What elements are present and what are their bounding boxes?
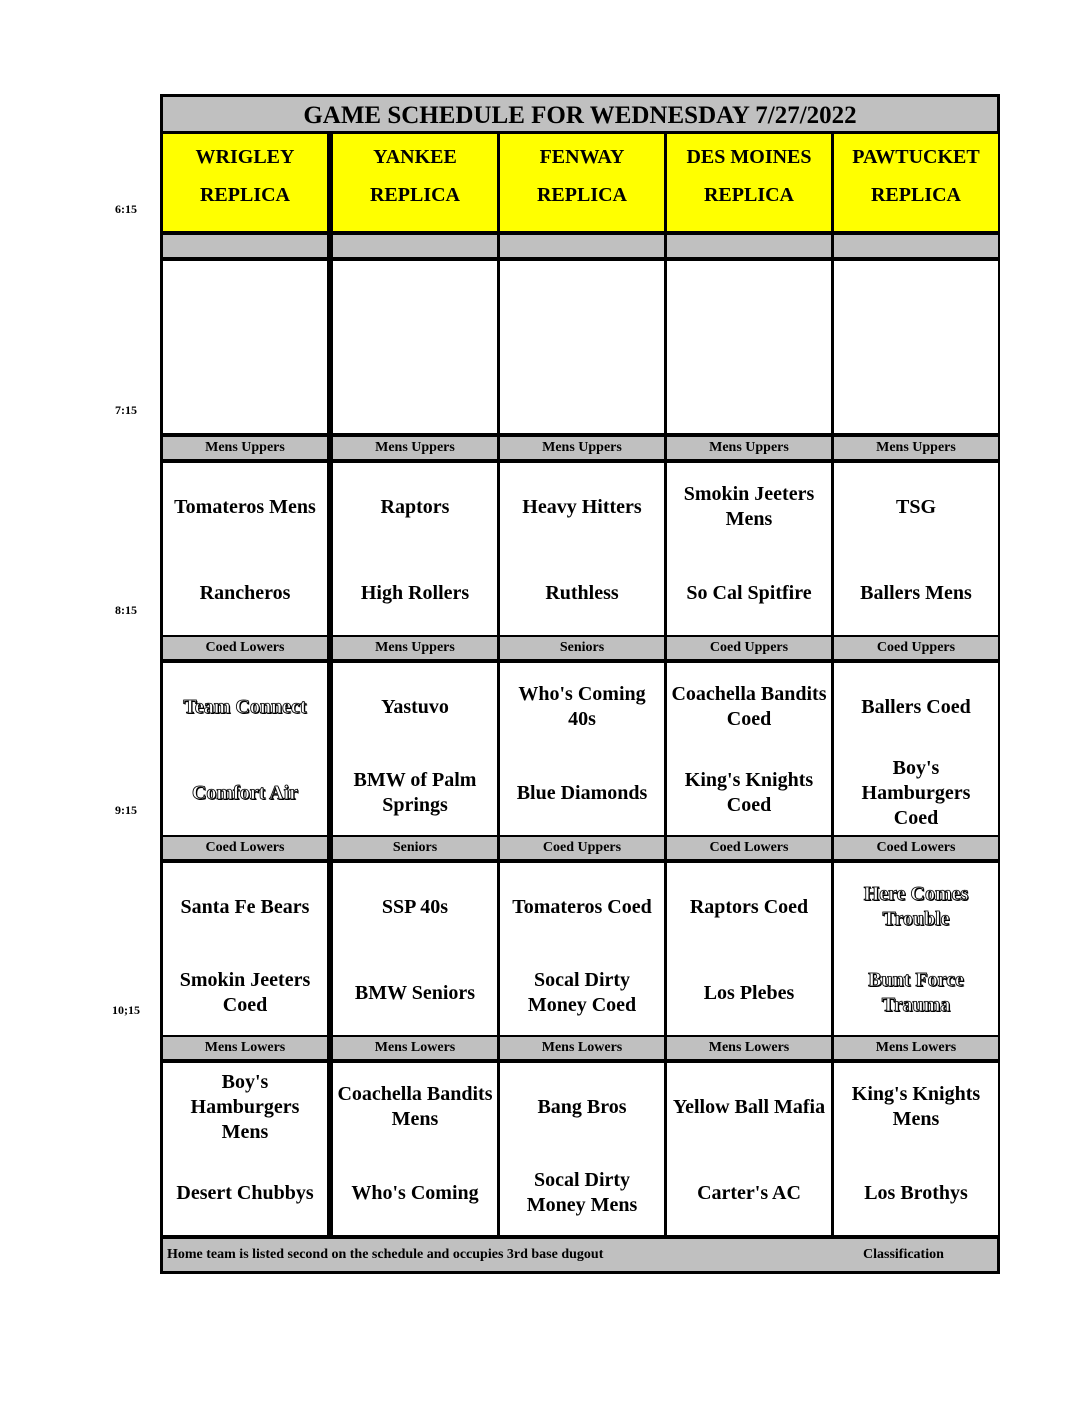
header-spacer [667,235,831,257]
visiting-team [333,261,497,349]
home-team [667,349,831,433]
game-cell [333,463,497,635]
home-team: BMW of Palm Springs [353,769,477,816]
classification-cell: Mens Lowers [667,1037,831,1059]
time-label: 6:15 [115,202,137,216]
field-subtitle: REPLICA [369,184,460,206]
field-subtitle: REPLICA [199,184,290,206]
classification-cell: Coed Lowers [163,637,327,659]
home-team: Boy's Hamburgers Coed [861,756,971,829]
game-cell [333,1063,497,1235]
visiting-team: King's Knights Mens [851,1083,981,1130]
game-cell [500,663,664,835]
header-spacer [333,235,497,257]
visiting-team: Yastuvo [381,695,449,718]
visiting-team [667,261,831,349]
game-cell [163,463,327,635]
game-cell [500,863,664,1035]
time-label: 9:15 [115,803,137,817]
classification-cell: Seniors [333,837,497,859]
field-name: PAWTUCKET [852,146,980,168]
field-header [667,134,831,231]
field-header [500,134,664,231]
visiting-team: Heavy Hitters [522,495,642,518]
visiting-team: Raptors Coed [689,895,809,918]
field-header [163,134,327,231]
home-team: So Cal Spitfire [686,581,812,604]
home-team: Socal Dirty Money Mens [526,1169,638,1216]
game-cell [500,261,664,433]
visiting-team: Tomateros Mens [174,495,316,518]
schedule-title: GAME SCHEDULE FOR WEDNESDAY 7/27/2022 [163,97,997,131]
game-cell [667,663,831,835]
time-label: 7:15 [115,403,137,417]
footer-note: Home team is listed second on the schedule and occupies 3rd base dugout [167,1247,604,1262]
game-cell [333,663,497,835]
visiting-team: TSG [895,495,937,518]
field-subtitle: REPLICA [703,184,794,206]
classification-cell: Mens Lowers [500,1037,664,1059]
home-team: King's Knights Coed [684,769,814,816]
home-team: Carter's AC [697,1181,801,1204]
game-cell [834,663,998,835]
header-spacer [834,235,998,257]
home-team: Blue Diamonds [516,781,648,804]
classification-cell: Seniors [500,637,664,659]
field-header [333,134,497,231]
home-team: Desert Chubbys [176,1181,314,1204]
classification-cell: Coed Lowers [667,837,831,859]
home-team: BMW Seniors [354,981,476,1004]
home-team: Comfort Air [191,781,299,804]
field-header [834,134,998,231]
home-team: Socal Dirty Money Coed [527,969,637,1016]
classification-cell: Coed Uppers [500,837,664,859]
game-cell [834,463,998,635]
home-team: Ruthless [545,581,619,604]
game-cell [163,863,327,1035]
home-team [834,349,998,433]
visiting-team: Tomateros Coed [512,895,652,918]
header-spacer [500,235,664,257]
visiting-team: Coachella Bandits Mens [337,1083,493,1130]
game-cell [333,863,497,1035]
classification-cell: Mens Uppers [163,437,327,459]
game-cell [667,261,831,433]
game-cell [500,463,664,635]
field-name: FENWAY [539,146,625,168]
game-cell [163,261,327,433]
field-name: YANKEE [373,146,457,168]
classification-cell: Coed Lowers [834,837,998,859]
home-team: Los Brothys [864,1181,968,1204]
field-name: WRIGLEY [195,146,295,168]
visiting-team: Bang Bros [537,1095,627,1118]
home-team: Bunt Force Trauma [868,969,964,1016]
game-cell [667,863,831,1035]
home-team: Los Plebes [703,981,795,1004]
home-team: Who's Coming [351,1181,479,1204]
game-cell [667,463,831,635]
field-subtitle: REPLICA [536,184,627,206]
visiting-team: SSP 40s [381,895,449,918]
classification-cell: Mens Lowers [834,1037,998,1059]
classification-cell: Coed Uppers [834,637,998,659]
visiting-team: Here Comes Trouble [863,883,969,930]
visiting-team: Smokin Jeeters Mens [683,483,815,530]
visiting-team: Coachella Bandits Coed [671,683,827,730]
visiting-team [834,261,998,349]
home-team: High Rollers [360,581,470,604]
classification-cell: Mens Lowers [163,1037,327,1059]
visiting-team: Yellow Ball Mafia [672,1095,826,1118]
visiting-team: Team Connect [183,695,307,718]
game-cell [667,1063,831,1235]
home-team: Rancheros [199,581,291,604]
field-subtitle: REPLICA [870,184,961,206]
footer-classification-label: Classification [863,1247,944,1262]
game-cell [834,1063,998,1235]
classification-cell: Mens Uppers [333,437,497,459]
classification-cell: Coed Lowers [163,837,327,859]
game-cell [834,863,998,1035]
visiting-team: Ballers Coed [861,695,971,718]
footer-row [163,1239,997,1271]
visiting-team: Santa Fe Bears [180,895,310,918]
field-name: DES MOINES [686,146,812,168]
classification-cell: Mens Uppers [667,437,831,459]
visiting-team: Raptors [380,495,450,518]
classification-cell: Mens Lowers [333,1037,497,1059]
game-cell [333,261,497,433]
visiting-team [500,261,664,349]
game-cell [163,1063,327,1235]
schedule-table [160,94,1000,1274]
home-team: Ballers Mens [860,581,972,604]
home-team [500,349,664,433]
time-label: 10;15 [112,1003,140,1017]
game-cell [163,663,327,835]
visiting-team [163,261,327,349]
home-team: Smokin Jeeters Coed [179,969,311,1016]
home-team [333,349,497,433]
game-cell [834,261,998,433]
visiting-team: Boy's Hamburgers Mens [190,1070,300,1143]
home-team [163,349,327,433]
game-cell [500,1063,664,1235]
header-spacer [163,235,327,257]
visiting-team: Who's Coming 40s [518,683,646,730]
classification-cell: Mens Uppers [333,637,497,659]
time-label: 8:15 [115,603,137,617]
classification-cell: Mens Uppers [500,437,664,459]
classification-cell: Coed Uppers [667,637,831,659]
classification-cell: Mens Uppers [834,437,998,459]
